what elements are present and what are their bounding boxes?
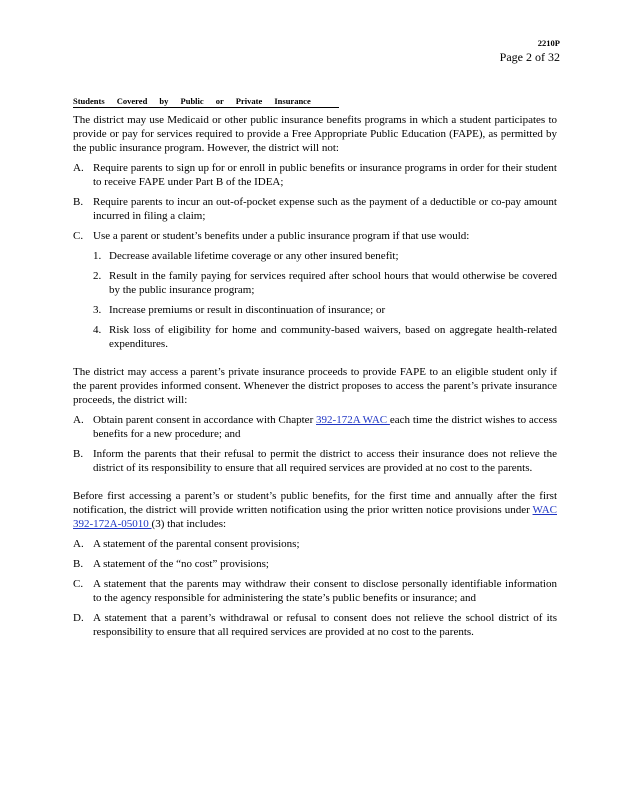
sublist xyxy=(73,249,557,351)
list-item-text: Require parents to incur an out-of-pocket expense such as the payment of a deductible or co-pay amount incurred in filing a claim; xyxy=(93,196,557,222)
list-item-text-post: each time the district wishes to access benefits for a new procedure; and xyxy=(93,414,558,440)
sublist-item xyxy=(93,303,557,317)
list-marker: C. xyxy=(73,578,84,590)
list-item-text: Decrease available lifetime coverage or any other insured benefit; xyxy=(109,250,399,262)
list-marker: 1. xyxy=(93,250,102,262)
sublist-item xyxy=(93,249,557,263)
list-item xyxy=(73,611,557,639)
policy-code: 2210P xyxy=(537,38,560,48)
sublist-item xyxy=(93,269,557,297)
list-item xyxy=(73,413,557,441)
list-marker: A. xyxy=(73,162,84,174)
list-marker: B. xyxy=(73,448,84,460)
document-body xyxy=(73,94,557,645)
list-marker: 3. xyxy=(93,304,102,316)
list-marker: B. xyxy=(73,558,84,570)
section-title: Students Covered by Public or Private Insurance xyxy=(73,96,339,108)
paragraph-text-post: (3) that includes: xyxy=(151,518,227,530)
list-item xyxy=(73,195,557,223)
list-marker: 4. xyxy=(93,324,102,336)
list-item xyxy=(73,161,557,189)
list-item-text: A statement of the “no cost” provisions; xyxy=(93,558,269,570)
wac-section-link[interactable]: WAC 392-172A-05010 xyxy=(73,504,557,530)
list-marker: B. xyxy=(73,196,84,208)
list-marker: 2. xyxy=(93,270,102,282)
list-item xyxy=(73,537,557,551)
list-marker: D. xyxy=(73,612,84,624)
wac-chapter-link[interactable]: 392-172A WAC xyxy=(316,414,390,426)
list-marker: A. xyxy=(73,538,84,550)
list-notification xyxy=(73,537,557,639)
intro-paragraph: The district may use Medicaid or other public insurance benefits programs in which a student participates to provide or pay for services required to provide a Free Appropriate Public Education (FAPE), as permitted by the public insurance program. However, the district will not: xyxy=(73,114,557,154)
list-item-text: Require parents to sign up for or enroll in public benefits or insurance programs in order for their student to receive FAPE under Part B of the IDEA; xyxy=(93,162,557,188)
list-item-text: Result in the family paying for services required after school hours that would otherwise be covered by the public insurance program; xyxy=(109,270,557,296)
list-item-text: Risk loss of eligibility for home and community-based waivers, based on aggregate health-related expenditures. xyxy=(109,324,557,350)
list-marker: C. xyxy=(73,230,84,242)
list-marker: A. xyxy=(73,414,84,426)
list-item-text: Increase premiums or result in discontinuation of insurance; or xyxy=(109,304,386,316)
list-will-not xyxy=(73,161,557,243)
list-item xyxy=(73,447,557,475)
list-item-text: A statement of the parental consent provisions; xyxy=(93,538,300,550)
sublist-item xyxy=(93,323,557,351)
private-insurance-paragraph: The district may access a parent’s private insurance proceeds to provide FAPE to an eligible student only if the parent provides informed consent. Whenever the district proposes to access the parent’s private insurance proceeds, the district will: xyxy=(73,366,557,406)
list-item-text-pre: Obtain parent consent in accordance with Chapter xyxy=(93,414,317,426)
page-number: Page 2 of 32 xyxy=(499,50,560,64)
notification-paragraph xyxy=(73,489,557,531)
list-item-text: A statement that a parent’s withdrawal or refusal to consent does not relieve the school district of its responsibility to ensure that all required services are provided at no cost to the parents. xyxy=(93,612,557,638)
list-item xyxy=(73,577,557,605)
list-item-text: Inform the parents that their refusal to permit the district to access their insurance does not relieve the district of its responsibility to ensure that all required services are provided at no cost to the parents. xyxy=(93,448,557,474)
paragraph-text-pre: Before first accessing a parent’s or student’s public benefits, for the first time and annually after the first notification, the district will provide written notification using the prior written notice provisions under xyxy=(73,490,557,516)
list-item-text: A statement that the parents may withdraw their consent to disclose personally identifiable information to the agency responsible for administering the state’s public benefits or insurance; and xyxy=(93,578,557,604)
list-item-text: Use a parent or student’s benefits under a public insurance program if that use would: xyxy=(93,230,470,242)
list-item xyxy=(73,229,557,243)
list-item xyxy=(73,557,557,571)
list-will xyxy=(73,413,557,475)
